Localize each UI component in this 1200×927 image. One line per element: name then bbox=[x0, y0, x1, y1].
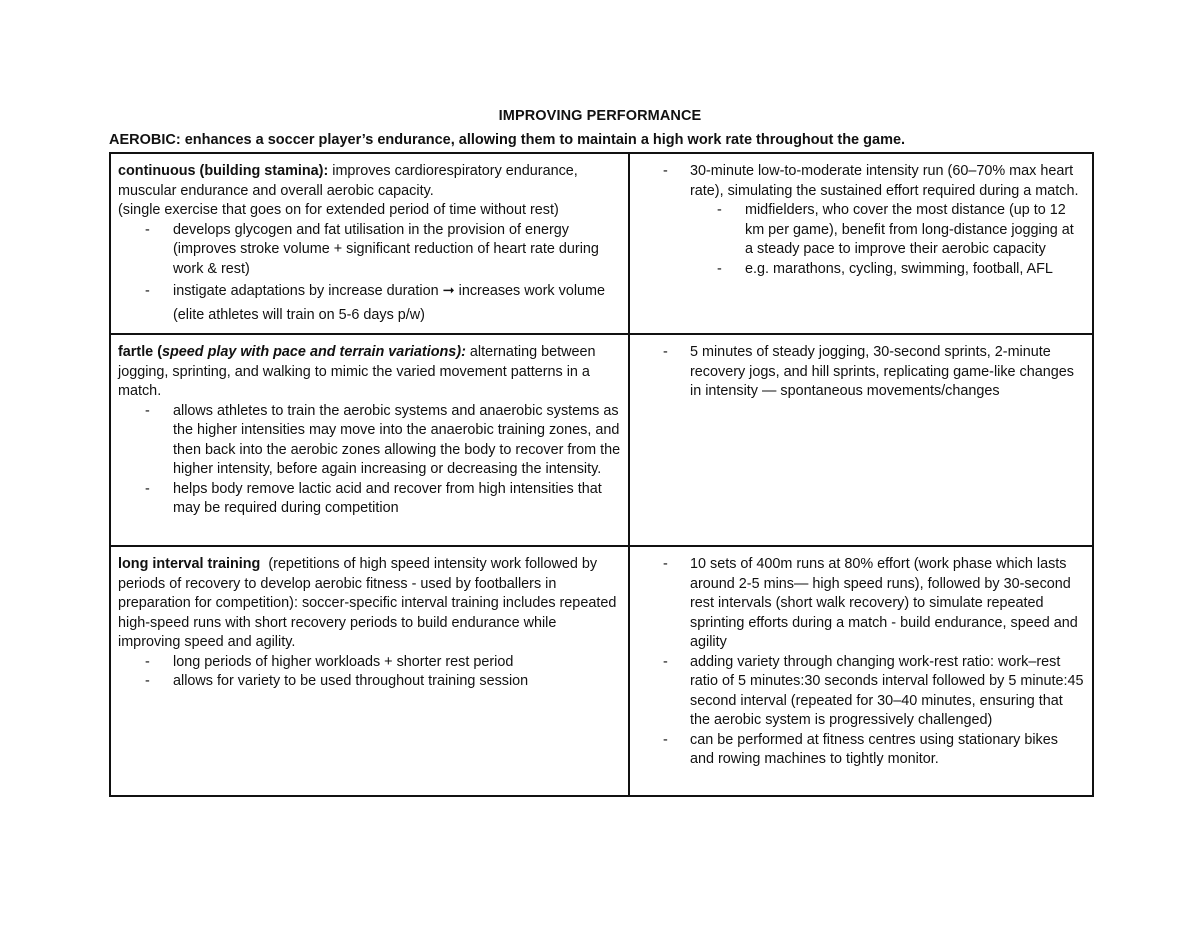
section-subtitle: AEROBIC: enhances a soccer player’s endurance, allowing them to maintain a high work rate throughout the game. bbox=[109, 132, 906, 148]
example-bullet-list bbox=[637, 162, 1085, 279]
method-bullet-list bbox=[118, 402, 621, 519]
list-item-text: 30-minute low-to-moderate intensity run (60–70% max heart rate), simulating the sustained effort required during a match. bbox=[690, 163, 1079, 199]
training-methods-table bbox=[109, 152, 1094, 797]
example-cell-fartle bbox=[629, 334, 1093, 546]
table-row-continuous bbox=[110, 153, 1093, 334]
example-cell-long-interval bbox=[629, 546, 1093, 796]
method-bullet-list bbox=[118, 653, 621, 692]
method-cell-continuous bbox=[110, 153, 629, 334]
list-item: - adding variety through changing work-rest ratio: work–rest ratio of 5 minutes:30 seconds interval followed by 5 minute:45 second interval (repeated for 30–40 minutes, ensuring that the aerobic system is progressively challenged) bbox=[637, 653, 1085, 731]
list-item: - allows athletes to train the aerobic systems and anaerobic systems as the higher intensities may move into the anaerobic training zones, and then back into the aerobic zones allowing the body to recover from the higher intensity, before again increasing or decreasing the intensity. bbox=[118, 402, 621, 480]
method-note: (single exercise that goes on for extended period of time without rest) bbox=[118, 202, 559, 218]
method-term-italic: speed play with pace and terrain variations): bbox=[161, 344, 466, 360]
list-item: - develops glycogen and fat utilisation in the provision of energy (improves stroke volume + significant reduction of heart rate during work & rest) bbox=[118, 221, 621, 280]
list-item: - instigate adaptations by increase duration ➞ increases work volume (elite athletes will train on 5-6 days p/w) bbox=[118, 279, 621, 327]
method-term: long interval training bbox=[118, 556, 261, 572]
list-item: - helps body remove lactic acid and recover from high intensities that may be required during competition bbox=[118, 480, 621, 519]
table-row-fartle bbox=[110, 334, 1093, 546]
method-description bbox=[118, 162, 621, 201]
list-item: - e.g. marathons, cycling, swimming, football, AFL bbox=[690, 260, 1085, 280]
example-cell-continuous bbox=[629, 153, 1093, 334]
method-cell-long-interval bbox=[110, 546, 629, 796]
method-term: fartle ( bbox=[118, 344, 162, 360]
method-description bbox=[118, 555, 621, 653]
list-item bbox=[637, 162, 1085, 279]
method-term: continuous (building stamina): bbox=[118, 163, 329, 179]
method-cell-fartle bbox=[110, 334, 629, 546]
list-item: - 10 sets of 400m runs at 80% effort (work phase which lasts around 2-5 mins— high speed runs), followed by 30-second rest intervals (short walk recovery) to simulate repeated sprinting efforts during a match - build endurance, speed and agility bbox=[637, 555, 1085, 653]
example-sub-list bbox=[690, 201, 1085, 279]
example-bullet-list bbox=[637, 343, 1085, 402]
method-description-text: (repetitions of high speed intensity work followed by periods of recovery to develop aerobic fitness - used by footballers in preparation for competition): soccer-specific interval training includes repeated high-speed runs with short recovery periods to build endurance while improving speed and agility. bbox=[118, 556, 621, 650]
method-description bbox=[118, 343, 621, 402]
list-item: - 5 minutes of steady jogging, 30-second sprints, 2-minute recovery jogs, and hill sprints, replicating game-like changes in intensity — spontaneous movements/changes bbox=[637, 343, 1085, 402]
method-bullet-list bbox=[118, 221, 621, 328]
method-description-text: improves cardiorespiratory endurance, muscular endurance and overall aerobic capacity. bbox=[118, 163, 578, 199]
example-bullet-list bbox=[637, 555, 1085, 770]
page-title: IMPROVING PERFORMANCE bbox=[498, 108, 702, 124]
method-description-text: alternating between jogging, sprinting, and walking to mimic the varied movement patterns in a match. bbox=[118, 344, 596, 399]
list-item: - allows for variety to be used throughout training session bbox=[118, 672, 621, 692]
list-item: - midfielders, who cover the most distance (up to 12 km per game), benefit from long-distance jogging at a steady pace to improve their aerobic capacity bbox=[690, 201, 1085, 260]
list-item: - can be performed at fitness centres using stationary bikes and rowing machines to tightly monitor. bbox=[637, 731, 1085, 770]
table-row-long-interval bbox=[110, 546, 1093, 796]
list-item: - long periods of higher workloads + shorter rest period bbox=[118, 653, 621, 673]
